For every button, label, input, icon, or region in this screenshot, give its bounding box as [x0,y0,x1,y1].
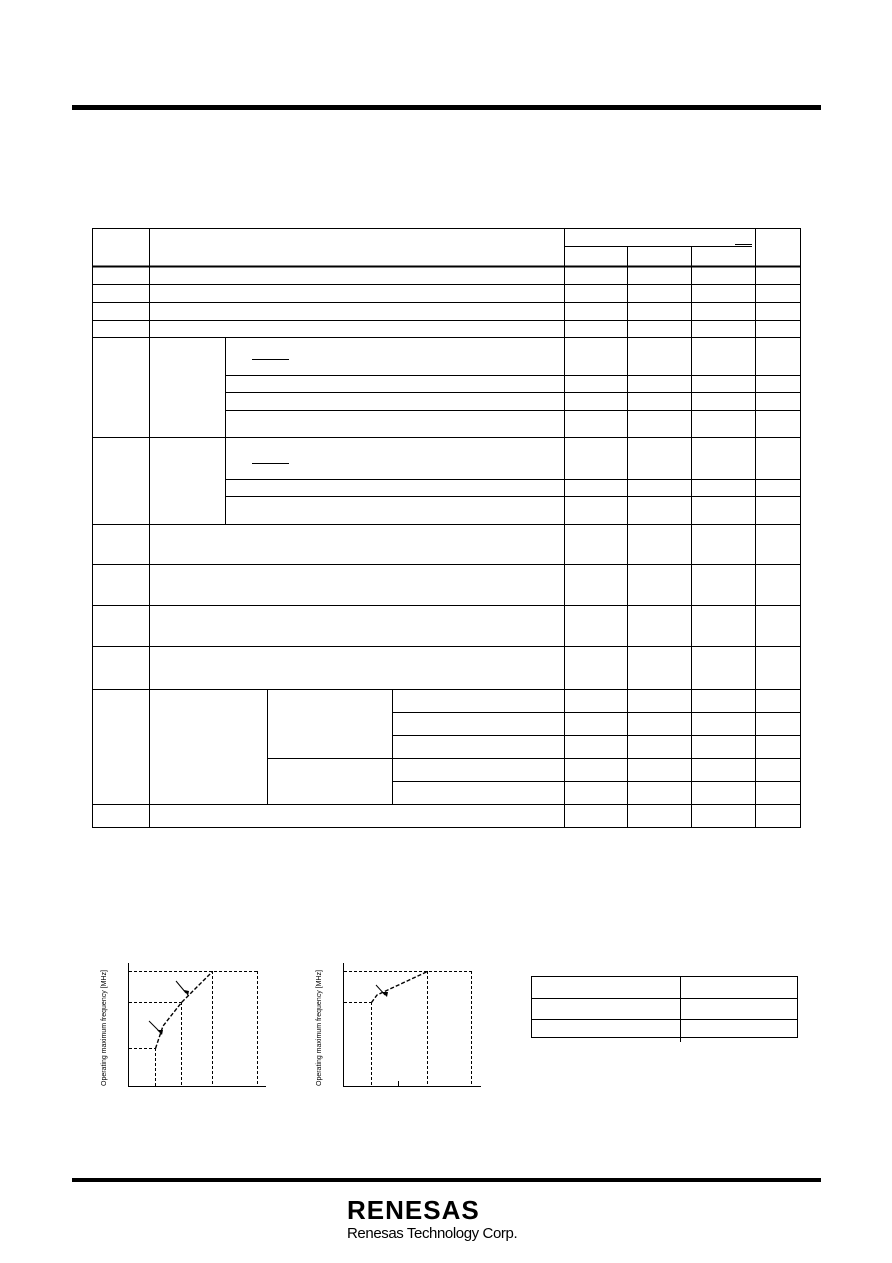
y-axis-label-left: Operating maximum frequency [MHz] [101,970,108,1086]
y-axis-label-right: Operating maximum frequency [MHz] [316,970,323,1086]
logo-wordmark: RENESAS [347,1195,480,1225]
company-name: Renesas Technology Corp. [347,1225,518,1242]
footer-rule [72,1178,821,1182]
renesas-logo [347,1197,547,1243]
